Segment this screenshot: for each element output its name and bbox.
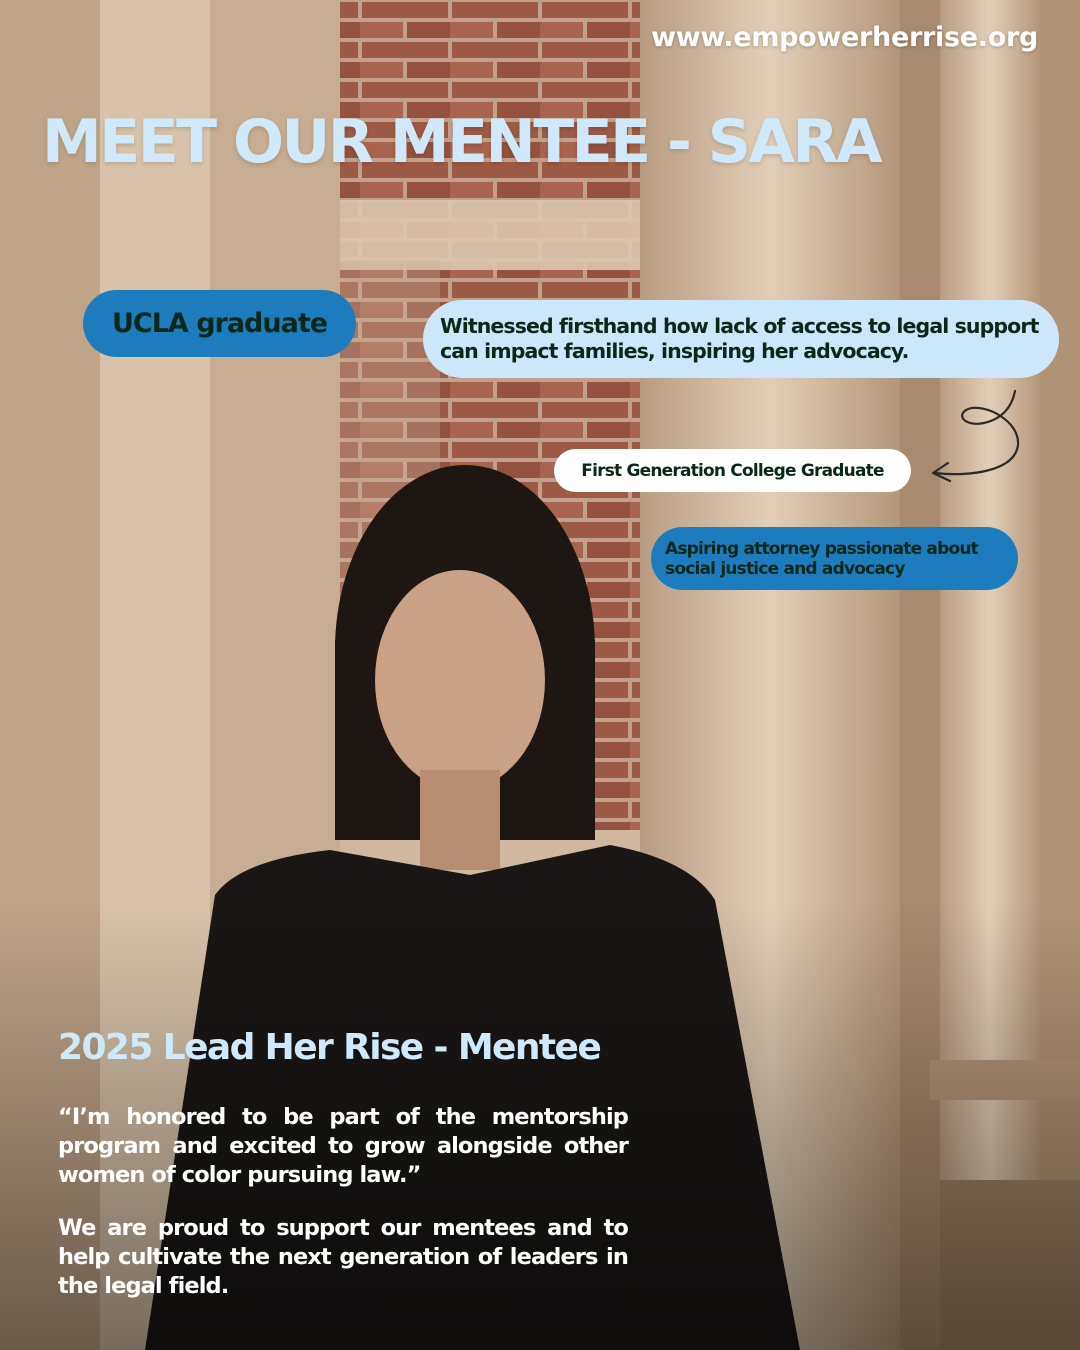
highlight-first-gen-text: First Generation College Graduate [581,460,884,481]
highlight-aspiring-badge [651,527,1018,590]
highlight-aspiring-text: Aspiring attorney passionate about social justice and advocacy [665,538,978,579]
highlight-first-gen-badge [554,449,911,492]
highlight-witnessed-text: Witnessed firsthand how lack of access to legal support can impact families, inspiring her advocacy. [440,314,1039,363]
page-title: MEET OUR MENTEE - SARA [42,107,881,177]
highlight-ucla-badge [83,290,356,357]
website-url[interactable]: www.empowerherrise.org [651,22,1038,53]
mentee-quote: “I’m honored to be part of the mentorship program and excited to grow alongside other women of color pursuing law.” [58,1104,628,1188]
highlight-ucla-text: UCLA graduate [111,308,328,339]
highlight-witnessed-badge [423,300,1059,378]
support-statement: We are proud to support our mentees and to help cultivate the next generation of leaders in the legal field. [58,1215,628,1299]
program-title: 2025 Lead Her Rise - Mentee [58,1027,601,1068]
curly-arrow-icon [920,385,1030,490]
